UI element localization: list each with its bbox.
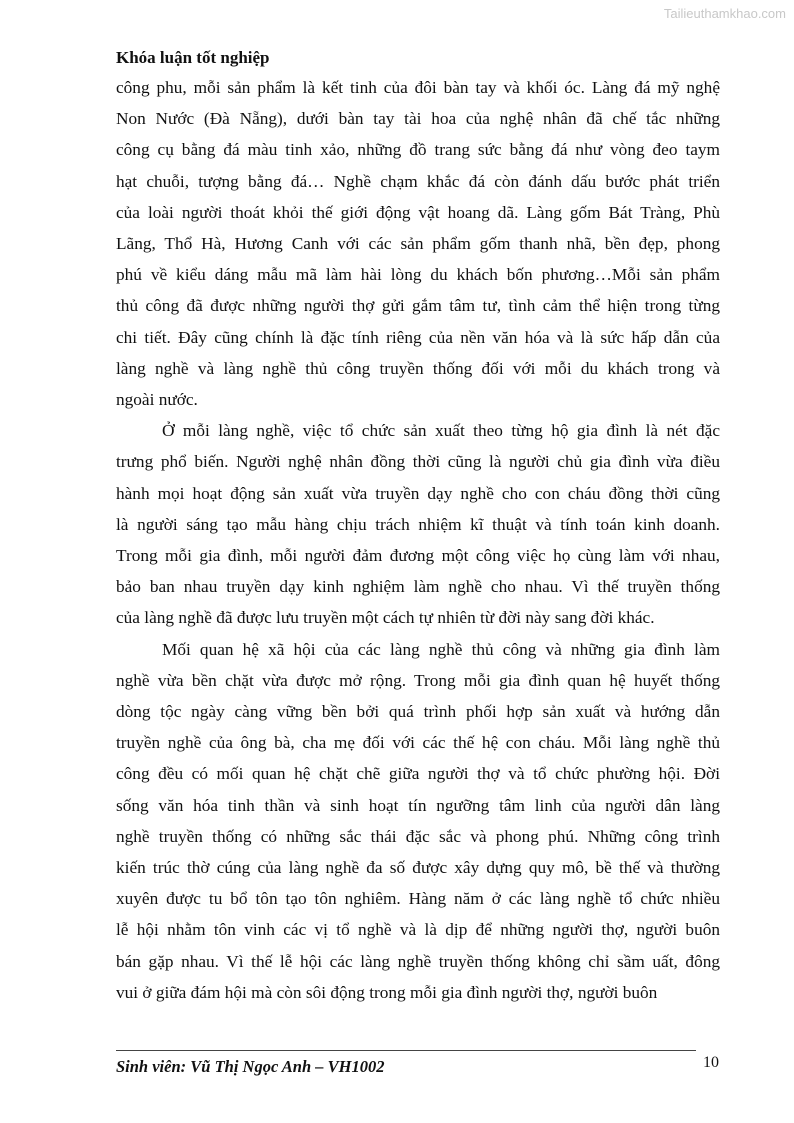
text-line: công cụ bằng đá màu tinh xảo, những đồ trang sức bằng đá như vòng đeo taym — [116, 140, 720, 160]
paragraph — [116, 415, 720, 633]
text-line: lễ hội nhằm tôn vinh các vị tổ nghề và là dịp để những người thợ, người buôn — [116, 920, 720, 940]
text-line: Ở mỗi làng nghề, việc tổ chức sản xuất theo từng hộ gia đình là nét đặc — [162, 421, 720, 441]
text-line: dòng tộc ngày càng vững bền bởi quá trình phối hợp sản xuất và hướng dẫn — [116, 702, 720, 722]
text-line: truyền nghề của ông bà, cha mẹ đối với các thế hệ con cháu. Mỗi làng nghề thủ — [116, 733, 720, 753]
text-line: hạt chuỗi, tượng bằng đá… Nghề chạm khắc đá còn đánh dấu bước phát triển — [116, 171, 720, 191]
text-line: trưng phổ biến. Người nghệ nhân đồng thời cũng là người chủ gia đình vừa điều — [116, 452, 720, 472]
text-line: kiến trúc thờ cúng của làng nghề đa số được xây dựng quy mô, bề thế và thường — [116, 858, 720, 878]
watermark-text: Tailieuthamkhao.com — [663, 6, 786, 21]
text-line: ngoài nước. — [116, 390, 198, 410]
footer-student-name: Sinh viên: Vũ Thị Ngọc Anh – VH1002 — [116, 1057, 385, 1076]
text-line: là người sáng tạo mẫu hàng chịu trách nhiệm kĩ thuật và tính toán kinh doanh. — [116, 514, 720, 534]
body-text — [116, 72, 720, 1008]
page-header-title: Khóa luận tốt nghiệp — [116, 48, 270, 67]
text-line: nghề truyền thống có những sắc thái đặc sắc và phong phú. Những công trình — [116, 826, 720, 846]
text-line: Mối quan hệ xã hội của các làng nghề thủ công và những gia đình làm — [162, 639, 720, 659]
text-line: vui ở giữa đám hội mà còn sôi động trong mỗi gia đình người thợ, người buôn — [116, 982, 658, 1002]
text-line: Lãng, Thổ Hà, Hương Canh với các sản phẩm gốm thanh nhã, bền đẹp, phong — [116, 234, 720, 254]
text-line: bán gặp nhau. Vì thế lễ hội các làng nghề truyền thống không chỉ sầm uất, đông — [116, 951, 720, 971]
text-line: của làng nghề đã được lưu truyền một cách tự nhiên từ đời này sang đời khác. — [116, 608, 655, 628]
paragraph — [116, 72, 720, 415]
text-line: làng nghề và làng nghề thủ công truyền thống đối với mỗi du khách trong và — [116, 358, 720, 378]
text-line: xuyên được tu bổ tôn tạo tôn nghiêm. Hàng năm ở các làng nghề tổ chức nhiều — [116, 889, 720, 909]
text-line: Non Nước (Đà Nẵng), dưới bàn tay tài hoa của nghệ nhân đã chế tắc những — [116, 109, 720, 129]
text-line: thủ công đã được những người thợ gửi gắm tâm tư, tình cảm thể hiện trong từng — [116, 296, 720, 316]
text-line: công phu, mỗi sản phẩm là kết tinh của đôi bàn tay và khối óc. Làng đá mỹ nghệ — [116, 78, 720, 97]
text-line: hành mọi hoạt động sản xuất vừa truyền dạy nghề cho con cháu đồng thời cũng — [116, 483, 720, 503]
text-line: của loài người thoát khỏi thế giới động vật hoang dã. Làng gốm Bát Tràng, Phù — [116, 202, 720, 222]
paragraph — [116, 634, 720, 1008]
text-line: phú về kiểu dáng mẫu mã làm hài lòng du khách bốn phương…Mỗi sản phẩm — [116, 265, 720, 285]
text-line: Trong mỗi gia đình, mỗi người đảm đương một công việc họ cùng làm với nhau, — [116, 546, 720, 566]
text-line: công đều có mối quan hệ chặt chẽ giữa người thợ và tổ chức phường hội. Đời — [116, 764, 720, 784]
text-line: chi tiết. Đây cũng chính là đặc tính riêng của nền văn hóa và là sức hấp dẫn của — [116, 327, 720, 347]
text-line: sống văn hóa tinh thần và sinh hoạt tín ngưỡng tâm linh của người dân làng — [116, 795, 720, 815]
text-line: bảo ban nhau truyền dạy kinh nghiệm làm nghề cho nhau. Vì thế truyền thống — [116, 577, 720, 597]
text-line: nghề vừa bền chặt vừa được mở rộng. Trong mỗi gia đình quan hệ huyết thống — [116, 670, 720, 690]
page-number: 10 — [703, 1054, 719, 1071]
footer-divider — [116, 1050, 696, 1051]
